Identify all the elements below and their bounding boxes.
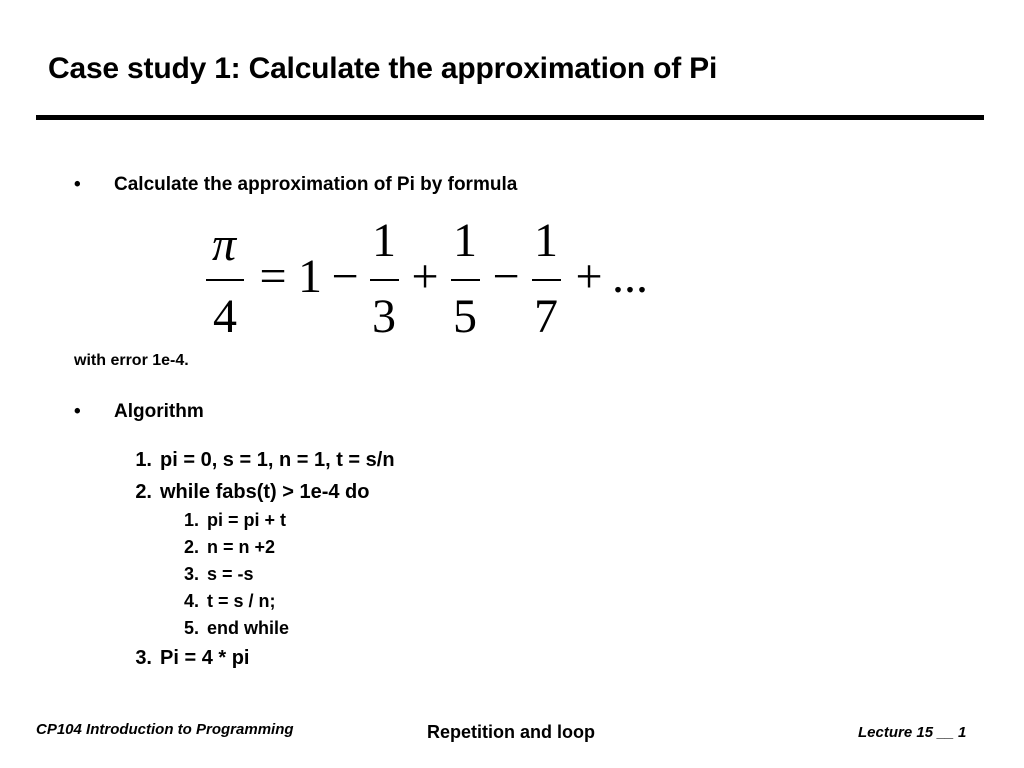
slide-title: Case study 1: Calculate the approximation of Pi: [48, 52, 718, 85]
step-number: 3.: [183, 564, 199, 584]
step-text: end while: [207, 618, 290, 638]
step-text: t = s / n;: [207, 591, 276, 611]
step-number: 5.: [183, 618, 199, 638]
algorithm-substep: [183, 537, 276, 558]
formula-denominator: 7: [534, 290, 558, 342]
formula-denominator: 5: [453, 290, 477, 342]
algorithm-substep: [183, 591, 276, 612]
bullet-marker: •: [74, 401, 81, 422]
step-text: s = -s: [207, 564, 254, 584]
step-number: 3.: [135, 647, 152, 669]
footer-course: CP104 Introduction to Programming: [36, 721, 294, 738]
formula-plus: +: [575, 250, 603, 303]
formula-one: 1: [298, 250, 322, 303]
algorithm-substep: [183, 510, 287, 531]
footer-topic: Repetition and loop: [427, 722, 595, 742]
step-text: n = n +2: [207, 537, 276, 557]
formula-minus: −: [331, 250, 359, 303]
pi-formula: [200, 212, 670, 347]
step-text: pi = 0, s = 1, n = 1, t = s/n: [160, 449, 395, 471]
algorithm-step: [135, 449, 395, 472]
algorithm-step: [135, 481, 370, 504]
formula-plus: +: [411, 250, 439, 303]
error-note: with error 1e-4.: [74, 352, 189, 369]
bullet-marker: •: [74, 174, 81, 195]
algorithm-substep: [183, 564, 254, 585]
step-text: pi = pi + t: [207, 510, 287, 530]
step-number: 1.: [183, 510, 199, 530]
formula-pi: π: [211, 218, 237, 271]
formula-denominator: 3: [372, 290, 396, 342]
formula-denominator-4: 4: [213, 290, 237, 342]
footer-lecture: Lecture 15 __ 1: [858, 724, 967, 741]
step-number: 2.: [135, 481, 152, 503]
formula-minus: −: [492, 250, 520, 303]
formula-numerator: 1: [372, 214, 396, 267]
bullet-text: Calculate the approximation of Pi by formula: [114, 174, 518, 195]
formula-ellipsis: ...: [612, 250, 648, 303]
formula-equals: =: [259, 250, 287, 303]
step-text: while fabs(t) > 1e-4 do: [160, 481, 370, 503]
bullet-text: Algorithm: [114, 401, 204, 422]
formula-numerator: 1: [453, 214, 477, 267]
step-text: Pi = 4 * pi: [160, 647, 250, 669]
step-number: 4.: [183, 591, 199, 611]
formula-numerator: 1: [534, 214, 558, 267]
step-number: 1.: [135, 449, 152, 471]
title-divider: [36, 115, 984, 120]
algorithm-step: [135, 647, 250, 670]
algorithm-substep: [183, 618, 290, 639]
step-number: 2.: [183, 537, 199, 557]
